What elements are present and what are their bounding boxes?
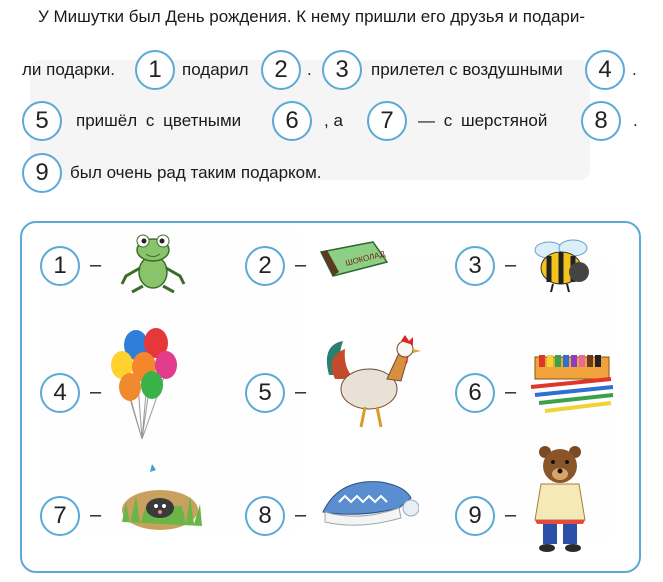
story-line-3d: . — [633, 111, 638, 130]
item-number: 8 — [245, 496, 285, 536]
item-dash: – — [505, 504, 517, 526]
blank-3: 3 — [322, 50, 362, 90]
mole-icon — [116, 462, 204, 534]
blank-9: 9 — [22, 153, 62, 193]
item-dash: – — [90, 254, 102, 276]
story-line-3a: пришёл с цветными — [76, 111, 242, 130]
blank-5: 5 — [22, 101, 62, 141]
knit-hat-icon — [319, 478, 419, 530]
item-dash: – — [295, 254, 307, 276]
item-number: 4 — [40, 373, 80, 413]
story-line-2b: подарил — [182, 60, 249, 79]
item-number: 1 — [40, 246, 80, 286]
story-line-3c: — с шерстяной — [418, 111, 548, 130]
blank-6: 6 — [272, 101, 312, 141]
chocolate-bar-icon — [317, 240, 389, 280]
item-number: 5 — [245, 373, 285, 413]
blank-8: 8 — [581, 101, 621, 141]
balloons-icon — [110, 327, 180, 442]
story-line-1: У Мишутки был День рождения. К нему пришли его друзья и подари- — [38, 7, 586, 26]
bee-icon — [529, 236, 595, 294]
blank-1: 1 — [135, 50, 175, 90]
story-line-3b: , а — [324, 111, 343, 130]
bear-icon — [531, 444, 591, 554]
blank-2: 2 — [261, 50, 301, 90]
rooster-icon — [321, 335, 425, 431]
story-line-2a: ли подарки. — [22, 60, 115, 79]
chocolate-label: ШОКОЛАД — [344, 249, 387, 268]
item-dash: – — [505, 254, 517, 276]
story-line-4: был очень рад таким подарком. — [70, 163, 322, 182]
item-number: 6 — [455, 373, 495, 413]
story-line-2d: прилетел с воздушными — [371, 60, 563, 79]
story-line-2c: . — [307, 60, 312, 79]
pencils-icon — [525, 353, 617, 417]
blank-7: 7 — [367, 101, 407, 141]
story-line-2e: . — [632, 60, 637, 79]
item-dash: – — [295, 504, 307, 526]
item-dash: – — [295, 381, 307, 403]
item-number: 9 — [455, 496, 495, 536]
item-dash: – — [505, 381, 517, 403]
item-number: 3 — [455, 246, 495, 286]
blank-4: 4 — [585, 50, 625, 90]
item-dash: – — [90, 504, 102, 526]
item-dash: – — [90, 381, 102, 403]
item-number: 2 — [245, 246, 285, 286]
item-number: 7 — [40, 496, 80, 536]
frog-icon — [118, 232, 188, 294]
